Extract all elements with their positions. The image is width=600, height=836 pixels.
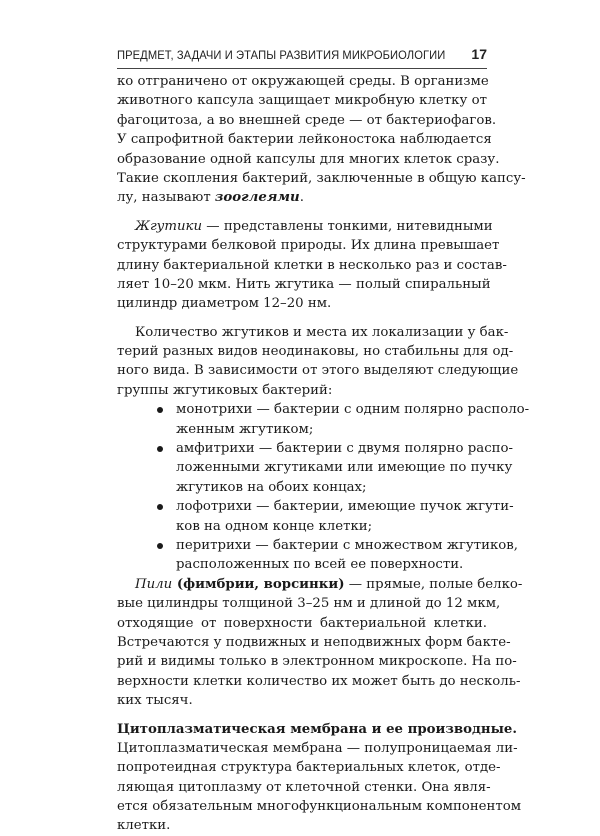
text-line: жгутиков на обоих концах;: [176, 479, 367, 495]
text-fragment: лу, называют: [117, 190, 215, 206]
text-line: У сапрофитной бактерии лейконостока наблюдается: [117, 132, 492, 148]
text-fragment: монотрихи — бактерии с одним полярно располо-: [176, 402, 530, 418]
text-line: верхности клетки количество их может быть до несколь-: [117, 673, 521, 689]
page-header: [117, 46, 487, 68]
text-fragment: амфитрихи — бактерии с двумя полярно распо-: [176, 441, 513, 457]
text-line: фагоцитоза, а во внешней среде — от бактериофагов.: [117, 112, 497, 128]
section-heading: Цитоплазматическая мембрана и ее производные.: [117, 721, 517, 737]
text-line: вые цилиндры толщиной 3–25 нм и длиной до 12 мкм,: [117, 596, 501, 612]
text-line: Количество жгутиков и места их локализации у бак-: [135, 324, 509, 340]
text-line: попротеидная структура бактериальных клеток, отде-: [117, 760, 501, 776]
text-line: ложенными жгутиками или имеющие по пучку: [176, 460, 513, 476]
text-line: [117, 575, 523, 594]
text-line: ко отграничено от окружающей среды. В организме: [117, 74, 489, 89]
text-fragment: — прямые, полые белко-: [344, 576, 523, 592]
paragraph-flagella-count: [117, 323, 519, 401]
text-fragment: .: [299, 190, 304, 206]
text-line: группы жгутиковых бактерий:: [117, 382, 333, 398]
text-line: ется обязательным многофункциональным компонентом: [117, 799, 522, 815]
text-line: Такие скопления бактерий, заключенные в общую капсу-: [117, 170, 526, 186]
text-line: отходящие от поверхности бактериальной клетки.: [117, 615, 487, 631]
bullet-icon: [157, 446, 163, 452]
paragraph-capsule: [117, 72, 526, 208]
text-line: ляющая цитоплазму от клеточной стенки. Она явля-: [117, 779, 491, 795]
text-line: расположенных по всей ее поверхности.: [176, 557, 464, 573]
text-line: длину бактериальной клетки в несколько раз и состав-: [117, 257, 507, 273]
bullet-icon: [157, 504, 163, 510]
text-line: образование одной капсулы для многих клеток сразу.: [117, 151, 500, 167]
text-fragment: лофотрихи — бактерии, имеющие пучок жгути-: [176, 499, 514, 515]
text-line: [117, 439, 513, 458]
text-line: [117, 497, 514, 516]
paragraph-membrane: [117, 720, 522, 836]
bullet-icon: [157, 407, 163, 413]
term-fimbriae: (фимбрии, ворсинки): [172, 576, 345, 592]
text-line: Цитоплазматическая мембрана — полупроницаемая ли-: [117, 740, 518, 756]
list-item: [117, 497, 514, 536]
text-line: животного капсула защищает микробную клетку от: [117, 93, 487, 109]
bullet-icon: [157, 543, 163, 549]
text-line: клетки.: [117, 818, 171, 834]
term-flagella: Жгутики: [135, 218, 203, 234]
list-item: [117, 400, 530, 439]
text-line: ляет 10–20 мкм. Нить жгутика — полый спиральный: [117, 276, 491, 292]
term-pili: Пили: [135, 576, 173, 592]
text-line: ков на одном конце клетки;: [176, 518, 373, 534]
text-line: [117, 536, 518, 555]
text-line: женным жгутиком;: [176, 421, 314, 437]
page-body: [117, 72, 530, 836]
text-line: цилиндр диаметром 12–20 нм.: [117, 296, 332, 312]
text-line: структурами белковой природы. Их длина превышает: [117, 238, 500, 254]
text-line: [117, 217, 493, 236]
running-title: ПРЕДМЕТ, ЗАДАЧИ И ЭТАПЫ РАЗВИТИЯ МИКРОБИОЛОГИИ: [117, 48, 446, 62]
text-line: Встречаются у подвижных и неподвижных форм бакте-: [117, 634, 511, 650]
header-rule: [117, 68, 487, 69]
bullet-list: [117, 400, 530, 575]
text-line: ких тысяч.: [117, 693, 193, 709]
paragraph-pili: [117, 575, 523, 711]
page-number: 17: [471, 46, 487, 62]
text-line: рий и видимы только в электронном микроскопе. На по-: [117, 654, 517, 670]
text-line: ного вида. В зависимости от этого выделяют следующие: [117, 363, 519, 379]
paragraph-flagella: [117, 217, 507, 314]
text-fragment: — представлены тонкими, нитевидными: [202, 218, 493, 234]
text-line: терий разных видов неодинаковы, но стабильны для од-: [117, 344, 514, 360]
term-zoogloea: зооглеями: [214, 190, 300, 206]
text-line: [117, 400, 530, 419]
text-fragment: перитрихи — бактерии с множеством жгутиков,: [176, 537, 518, 553]
list-item: [117, 439, 513, 497]
text-line: [117, 188, 487, 207]
list-item: [117, 536, 518, 575]
